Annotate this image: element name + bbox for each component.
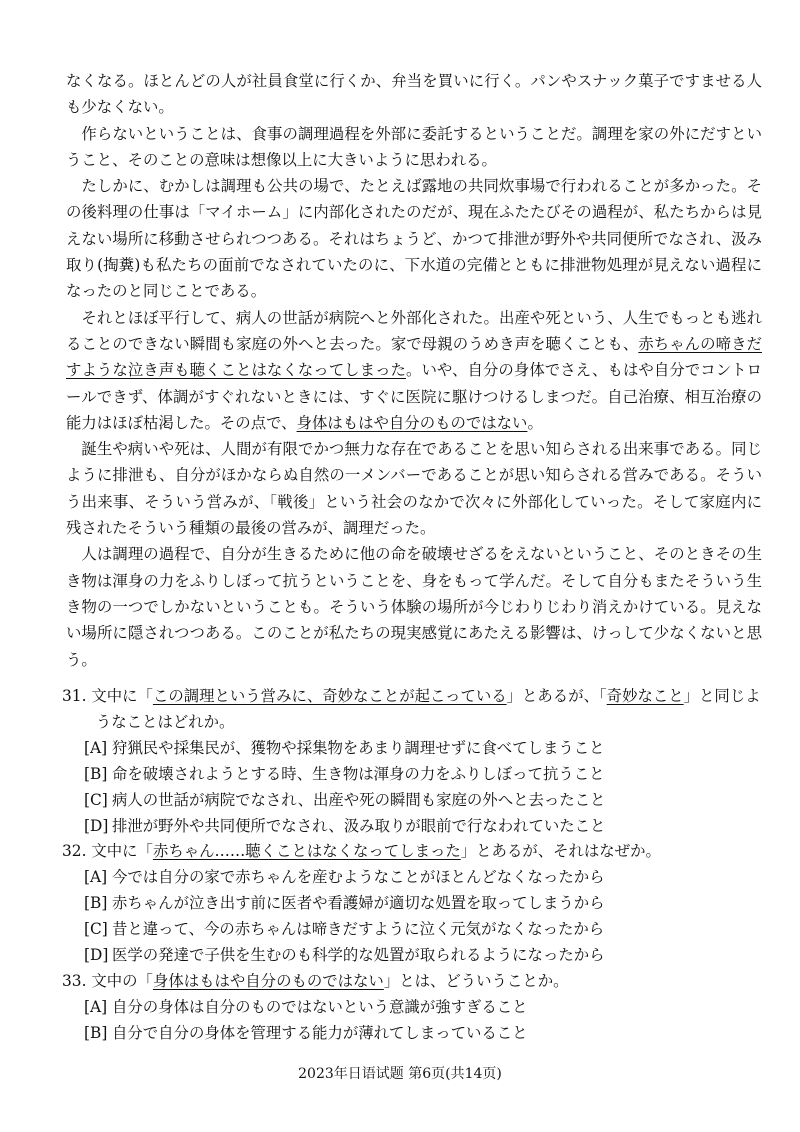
question-33-quote: 身体はもはや自分のものではない (152, 971, 384, 990)
question-31-quote-2: 奇妙なこと (606, 687, 684, 705)
question-31 (62, 684, 762, 839)
option-text: 自分で自分の身体を管理する能力が薄れてしまっていること (112, 1023, 528, 1042)
option-label: [A] (84, 738, 108, 757)
passage-paragraph-1: なくなる。ほとんどの人が社員食堂に行くか、弁当を買いに行く。パンやスナック菓子ですませる人も少なくない。 (66, 72, 762, 117)
question-32-option-a[interactable] (62, 865, 762, 891)
option-text: 医学の発達で子供を生むのも科学的な処置が取られるようになったから (112, 946, 605, 965)
option-label: [A] (84, 997, 108, 1016)
question-32-option-c[interactable] (62, 917, 762, 943)
option-label: [D] (84, 946, 109, 965)
option-text: 狩猟民や採集民が、獲物や採集物をあまり調理せずに食べてしまうこと (112, 738, 605, 757)
option-label: [D] (84, 816, 109, 835)
option-label: [C] (84, 790, 108, 809)
passage-paragraph-3: たしかに、むかしは調理も公共の場で、たとえば露地の共同炊事場で行われることが多かった。その後料理の仕事は「マイホーム」に内部化されたのだが、現在ふたたびその過程が、私たちからは見えない場所に移動させられつつある。それはちょうど、かつて排泄が野外や共同便所でなされ、汲み取り(掏糞)も私たちの面前でなされていたのに、下水道の完備とともに排泄物処理が見えない過程になったのと同じことである。 (66, 177, 762, 301)
passage-paragraph-5: 誕生や病いや死は、人間が有限でかつ無力な存在であることを思い知らされる出来事である。同じように排泄も、自分がほかならぬ自然の一メンバーであることが思い知らされる営みである。そういう出来事、そういう営みが、「戦後」という社会のなかで次々に外部化していった。そして家庭内に残されたそういう種類の最後の営みが、調理だった。 (66, 440, 762, 538)
page-footer: 2023年日语试题 第6页(共14页) (298, 1066, 502, 1082)
question-33 (62, 969, 762, 1047)
question-32 (62, 839, 762, 969)
question-33-option-b[interactable] (62, 1021, 762, 1047)
question-32-option-d[interactable] (62, 943, 762, 969)
question-33-stem-pre: 33. 文中の「 (62, 971, 153, 990)
question-31-option-c[interactable] (62, 788, 762, 814)
question-31-stem-pre: 31. 文中に「 (62, 687, 153, 705)
option-text: 昔と違って、今の赤ちゃんは啼きだすように泣く元気がなくなったから (112, 920, 605, 939)
reading-passage (66, 68, 762, 673)
option-label: [C] (84, 920, 108, 939)
question-33-stem-post: 」とは、どういうことか。 (383, 971, 569, 990)
question-32-stem-pre: 32. 文中に「 (62, 842, 153, 861)
option-text: 赤ちゃんが泣き出す前に医者や看護婦が適切な処置を取ってしまうから (112, 894, 605, 913)
option-text: 今では自分の家で赤ちゃんを産むようなことがほとんどなくなったから (112, 868, 605, 887)
question-32-stem-post: 」とあるが、それはなぜか。 (460, 842, 661, 861)
option-label: [A] (84, 868, 108, 887)
question-32-quote: 赤ちゃん……聴くことはなくなってしまった (152, 842, 461, 861)
option-label: [B] (84, 1023, 108, 1042)
question-31-option-d[interactable] (62, 814, 762, 840)
passage-paragraph-2: 作らないということは、食事の調理過程を外部に委託するということだ。調理を家の外にだすということ、そのことの意味は想像以上に大きいように思われる。 (66, 124, 762, 169)
question-32-option-b[interactable] (62, 891, 762, 917)
question-list (62, 684, 762, 1047)
question-31-stem (62, 684, 762, 736)
question-32-stem (62, 839, 762, 865)
question-31-option-a[interactable] (62, 736, 762, 762)
option-label: [B] (84, 894, 108, 913)
paragraph-4-text-a: それとほぼ平行して、病人の世話が病院へと外部化された。出産や死という、人生でもっとも逃れることのできない瞬間も家庭の外へと去った。家で母親のうめき声を聴くことも、 (66, 308, 762, 353)
question-33-option-a[interactable] (62, 995, 762, 1021)
option-text: 排泄が野外や共同便所でなされ、汲み取りが眼前で行なわれていたこと (112, 816, 606, 835)
option-text: 命を破壊されようとする時、生き物は渾身の力をふりしぼって抗うこと (112, 764, 605, 783)
option-text: 自分の身体は自分のものではないという意識が強すぎること (112, 997, 528, 1016)
paragraph-4-text-e: 。 (527, 413, 543, 432)
question-31-stem-mid: 」とあるが、「 (506, 687, 607, 705)
option-text: 病人の世話が病院でなされ、出産や死の瞬間も家庭の外へと去ったこと (112, 790, 606, 809)
passage-paragraph-6: 人は調理の過程で、自分が生きるために他の命を破壊せざるをえないということ、そのときその生き物は渾身の力をふりしぼって抗うということを、身をもって学んだ。そして自分もまたそういう生き物の一つでしかないということも。そういう体験の場所が今じわりじわり消えかけている。見えない場所に隠されつつある。このことが私たちの現実感覚にあたえる影響は、けっして少なくないと思う。 (66, 545, 762, 669)
question-31-option-b[interactable] (62, 762, 762, 788)
paragraph-4-text-c: 。いや、自分の身体でさえ、もはや自分でコントロールできず、体調がすぐれないときには、すぐに医院に駆けつけるしまつだ。自己治療、相互治療の能力はほぼ枯渇した。その点で、 (66, 361, 762, 432)
underlined-phrase-body: 身体はもはや自分のものではない (296, 413, 528, 432)
question-31-stem-post: 」と同じようなことはどれか。 (95, 687, 761, 731)
option-label: [B] (84, 764, 108, 783)
question-33-stem (62, 969, 762, 995)
question-31-quote: この調理という営みに、奇妙なことが起こっている (152, 687, 507, 705)
passage-paragraph-4 (66, 305, 762, 436)
underlined-phrase-baby-cry: 赤ちゃんの啼きだすような泣き声も聴くことはなくなってしまった (66, 334, 762, 380)
